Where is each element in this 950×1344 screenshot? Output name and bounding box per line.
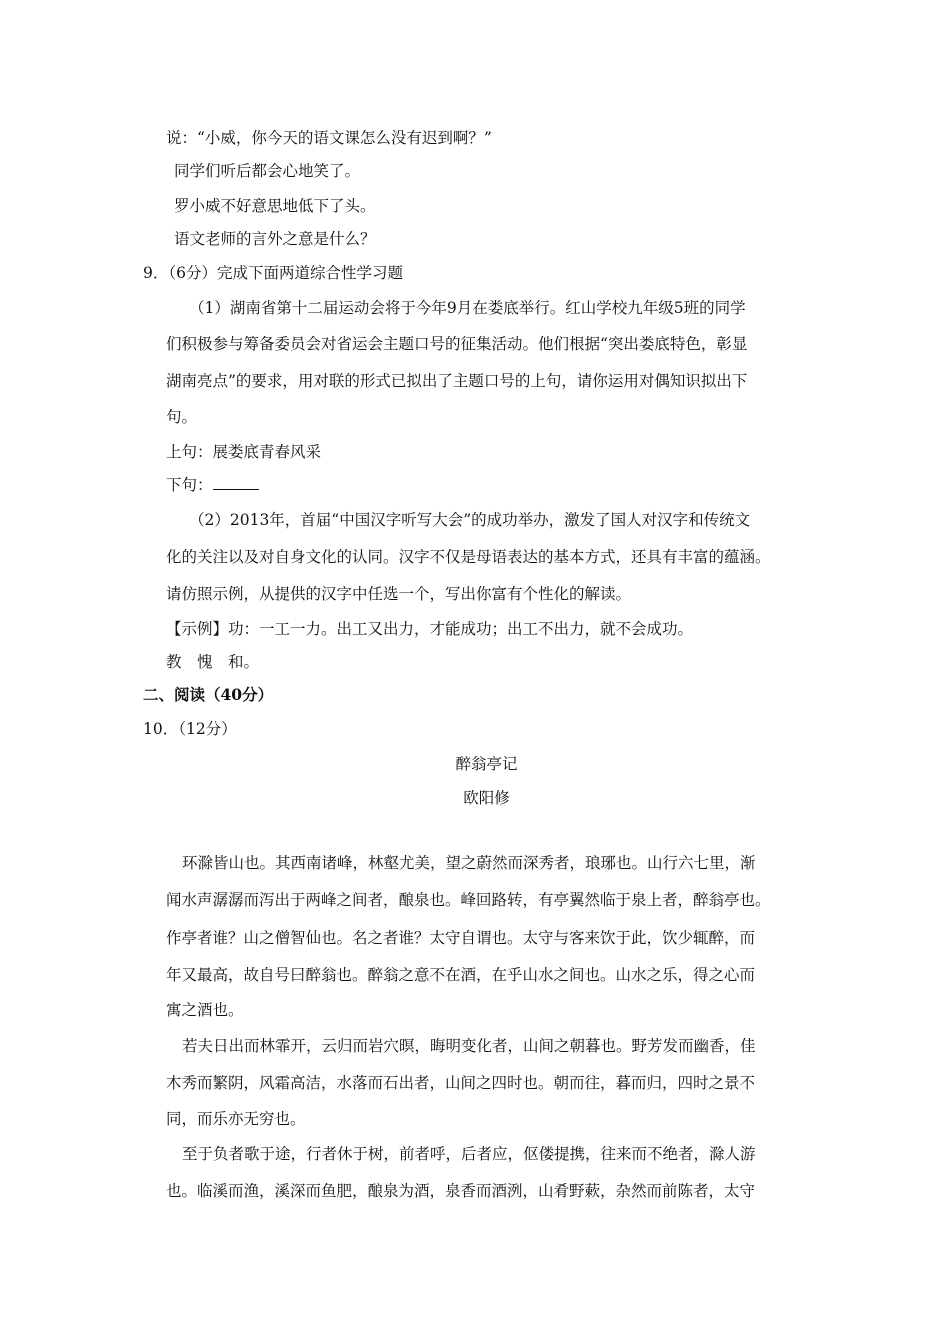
passage-title: 醉翁亭记	[455, 755, 518, 773]
q9-part1-line-1: （1）湖南省第十二届运动会将于今年9月在娄底举行。红山学校九年级5班的同学	[189, 299, 746, 317]
answer-blank	[213, 475, 259, 490]
q9-chars: 教 愧 和。	[166, 653, 260, 671]
q9-upper-line: 上句：展娄底青春风采	[166, 443, 322, 461]
section-2-title: 二、阅读（40分）	[143, 685, 274, 704]
passage-p2-line-1: 若夫日出而林霏开，云归而岩穴暝，晦明变化者，山间之朝暮也。野芳发而幽香，佳	[182, 1037, 756, 1055]
dialogue-line-2: 同学们听后都会心地笑了。	[174, 162, 361, 180]
passage-p2-line-2: 木秀而繁阴，风霜高洁，水落而石出者，山间之四时也。朝而往，暮而归，四时之景不	[166, 1074, 756, 1092]
q9-part1-line-3: 湖南亮点”的要求，用对联的形式已拟出了主题口号的上句，请你运用对偶知识拟出下	[166, 372, 748, 390]
q9-part2-line-1: （2）2013年，首届“中国汉字听写大会”的成功举办，激发了国人对汉字和传统文	[189, 511, 751, 529]
passage-p1-line-2: 闻水声潺潺而泻出于两峰之间者，酿泉也。峰回路转，有亭翼然临于泉上者，醉翁亭也。	[166, 891, 771, 909]
passage-p1-line-3: 作亭者谁？山之僧智仙也。名之者谁？太守自谓也。太守与客来饮于此，饮少辄醉，而	[166, 929, 756, 947]
q9-lower-label: 下句：	[166, 476, 213, 494]
q9-part2-line-2: 化的关注以及对自身文化的认同。汉字不仅是母语表达的基本方式，还具有丰富的蕴涵。	[166, 548, 771, 566]
passage-p3-line-2: 也。临溪而渔，溪深而鱼肥，酿泉为酒，泉香而酒洌，山肴野蔌，杂然而前陈者，太守	[166, 1182, 756, 1200]
dialogue-line-3: 罗小威不好意思地低下了头。	[174, 197, 376, 215]
passage-p2-line-3: 同，而乐亦无穷也。	[166, 1110, 306, 1128]
passage-p1-line-5: 寓之酒也。	[166, 1001, 244, 1019]
passage-p1-line-1: 环滁皆山也。其西南诸峰，林壑尤美，望之蔚然而深秀者，琅琊也。山行六七里，渐	[182, 854, 756, 872]
q9-header: 9．（6分）完成下面两道综合性学习题	[143, 264, 403, 282]
q10-header: 10．（12分）	[143, 720, 237, 738]
q9-lower-line	[166, 475, 259, 495]
q9-example: 【示例】功：一工一力。出工又出力，才能成功；出工不出力，就不会成功。	[166, 620, 694, 638]
dialogue-line-1: 说：“小威，你今天的语文课怎么没有迟到啊？”	[166, 129, 492, 147]
q9-part2-line-3: 请仿照示例，从提供的汉字中任选一个，写出你富有个性化的解读。	[166, 585, 632, 603]
dialogue-question: 语文老师的言外之意是什么？	[174, 230, 376, 248]
q9-part1-line-2: 们积极参与筹备委员会对省运会主题口号的征集活动。他们根据“突出娄底特色，彰显	[166, 335, 748, 353]
passage-p3-line-1: 至于负者歌于途，行者休于树，前者呼，后者应，伛偻提携，往来而不绝者，滁人游	[182, 1145, 756, 1163]
passage-p1-line-4: 年又最高，故自号曰醉翁也。醉翁之意不在酒，在乎山水之间也。山水之乐，得之心而	[166, 966, 756, 984]
passage-author: 欧阳修	[463, 789, 510, 807]
q9-part1-line-4: 句。	[166, 408, 198, 426]
